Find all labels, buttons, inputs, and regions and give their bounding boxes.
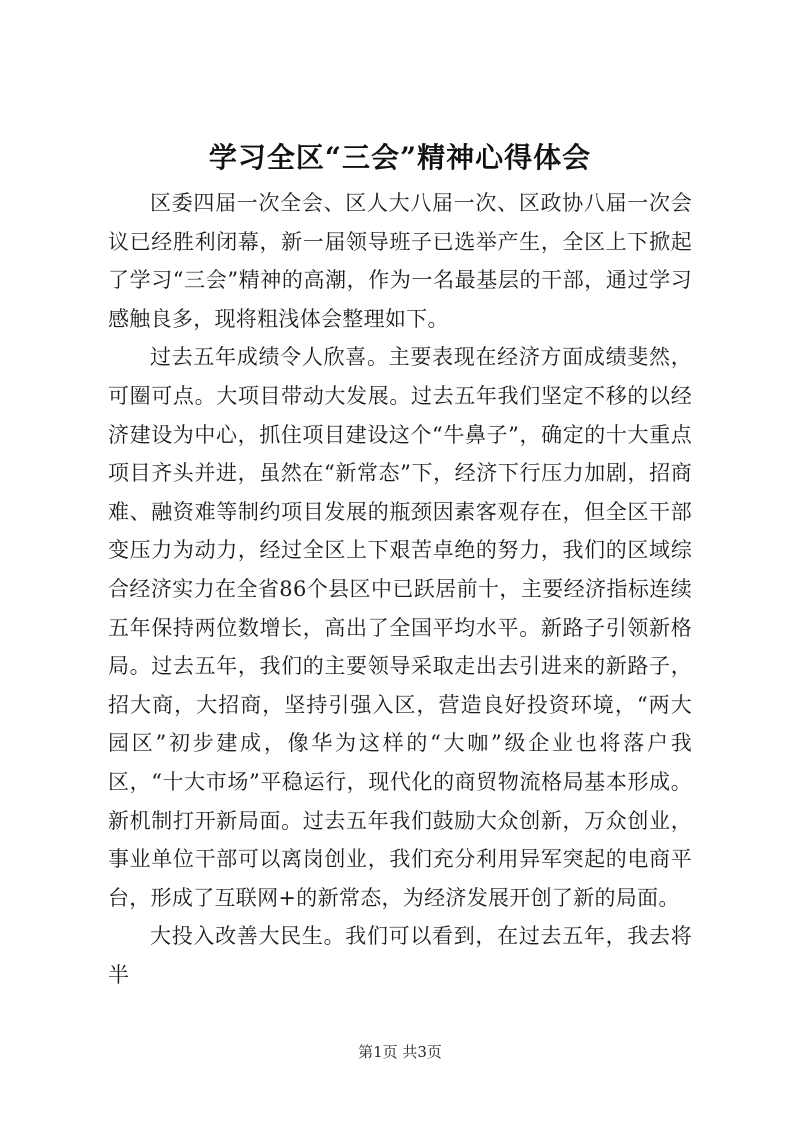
document-title: 学习全区“三会”精神心得体会	[208, 141, 592, 174]
page-number-footer: 第1页 共3页	[358, 1043, 442, 1061]
paragraph-livelihood: 大投入改善大民生。我们可以看到，在过去五年，我去将半	[108, 924, 692, 987]
paragraph-achievements: 过去五年成绩令人欣喜。主要表现在经济方面成绩斐然，可圈可点。大项目带动大发展。过去五年我们坚定不移的以经济建设为中心，抓住项目建设这个“牛鼻子”，确定的十大重点项目齐头并进，虽然在“新常态”下，经济下行压力加剧，招商难、融资难等制约项目发展的瓶颈因素客观存在，但全区干部变压力为动力，经过全区上下艰苦卓绝的努力，我们的区域综合经济实力在全省86个县区中已跃居前十，主要经济指标连续五年保持两位数增长，高出了全国平均水平。新路子引领新格局。过去五年，我们的主要领导采取走出去引进来的新路子，招大商，大招商，坚持引强入区，营造良好投资环境，“两大园区”初步建成，像华为这样的“大咖”级企业也将落户我区，“十大市场”平稳运行，现代化的商贸物流格局基本形成。新机制打开新局面。过去五年我们鼓励大众创新，万众创业，事业单位干部可以离岗创业，我们充分利用异军突起的电商平台，形成了互联网+的新常态，为经济发展开创了新的局面。	[108, 345, 692, 910]
document-body	[108, 184, 692, 994]
paragraph-intro: 区委四届一次全会、区人大八届一次、区政协八届一次会议已经胜利闭幕，新一届领导班子已选举产生，全区上下掀起了学习“三会”精神的高潮，作为一名最基层的干部，通过学习感触良多，现将粗浅体会整理如下。	[108, 191, 692, 331]
